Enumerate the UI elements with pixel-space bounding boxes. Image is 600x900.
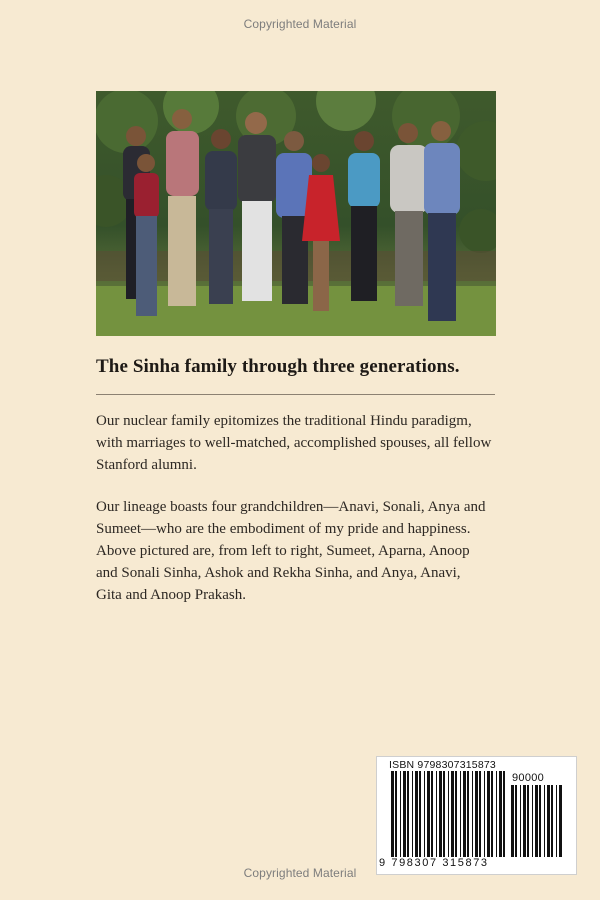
barcode-bar <box>523 785 526 857</box>
barcode-bar <box>460 771 461 857</box>
divider-rule <box>96 394 495 395</box>
barcode-bar <box>400 771 401 857</box>
barcode-bar <box>515 785 517 857</box>
barcode-bar <box>491 771 493 857</box>
barcode-bar <box>439 771 442 857</box>
barcode-bar <box>547 785 550 857</box>
barcode-bar <box>436 771 437 857</box>
copyright-watermark-top: Copyrighted Material <box>243 17 357 31</box>
barcode-bar <box>484 771 485 857</box>
barcode-bar <box>443 771 445 857</box>
barcode-bar <box>467 771 469 857</box>
family-photo <box>96 91 496 336</box>
barcode-bar <box>451 771 454 857</box>
paragraph-line: Our nuclear family epitomizes the traditional Hindu paradigm, <box>96 413 472 429</box>
barcode-bar <box>419 771 421 857</box>
paragraph-line: Stanford alumni. <box>96 457 197 473</box>
barcode-bar <box>520 785 521 857</box>
barcode-bar <box>544 785 545 857</box>
family-photo-illustration <box>96 91 496 336</box>
barcode-bar <box>391 771 394 857</box>
barcode-bar <box>395 771 397 857</box>
barcode-bar <box>496 771 497 857</box>
barcode-digits: 9 798307 315873 <box>379 857 489 869</box>
isbn-label: ISBN 9798307315873 <box>389 759 496 771</box>
isbn-barcode <box>376 756 577 875</box>
barcode-addon-bars <box>511 785 563 857</box>
barcode-bar <box>448 771 449 857</box>
barcode-bar <box>479 771 481 857</box>
barcode-bar <box>424 771 425 857</box>
barcode-bar <box>487 771 490 857</box>
paragraph-line: Above pictured are, from left to right, Sumeet, Aparna, Anoop <box>96 543 470 559</box>
copyright-watermark-bottom: Copyrighted Material <box>243 866 357 880</box>
barcode-bar <box>463 771 466 857</box>
barcode-main-bars <box>391 771 507 857</box>
barcode-bar <box>556 785 557 857</box>
barcode-bar <box>455 771 457 857</box>
barcode-bar <box>431 771 433 857</box>
barcode-bar <box>527 785 529 857</box>
barcode-bar <box>407 771 409 857</box>
barcode-bar <box>551 785 553 857</box>
photo-caption: The Sinha family through three generations. <box>96 356 460 377</box>
barcode-bar <box>539 785 541 857</box>
barcode-bar <box>532 785 533 857</box>
barcode-bar <box>472 771 473 857</box>
barcode-bar <box>415 771 418 857</box>
paragraph-line: with marriages to well-matched, accomplished spouses, all fellow <box>96 435 492 451</box>
barcode-bar <box>403 771 406 857</box>
barcode-bar <box>427 771 430 857</box>
paragraph-line: Gita and Anoop Prakash. <box>96 587 246 603</box>
paragraph-nuclear-family <box>96 410 516 476</box>
price-code: 90000 <box>512 772 545 784</box>
paragraph-line: Our lineage boasts four grandchildren—Anavi, Sonali, Anya and <box>96 499 486 515</box>
barcode-bar <box>475 771 478 857</box>
barcode-bar <box>511 785 514 857</box>
barcode-bar <box>503 771 505 857</box>
paragraph-line: Sumeet—who are the embodiment of my pride and happiness. <box>96 521 471 537</box>
barcode-bar <box>499 771 502 857</box>
barcode-bar <box>412 771 413 857</box>
paragraph-grandchildren <box>96 496 516 606</box>
barcode-bar <box>559 785 562 857</box>
barcode-bar <box>535 785 538 857</box>
paragraph-line: and Sonali Sinha, Ashok and Rekha Sinha, and Anya, Anavi, <box>96 565 461 581</box>
